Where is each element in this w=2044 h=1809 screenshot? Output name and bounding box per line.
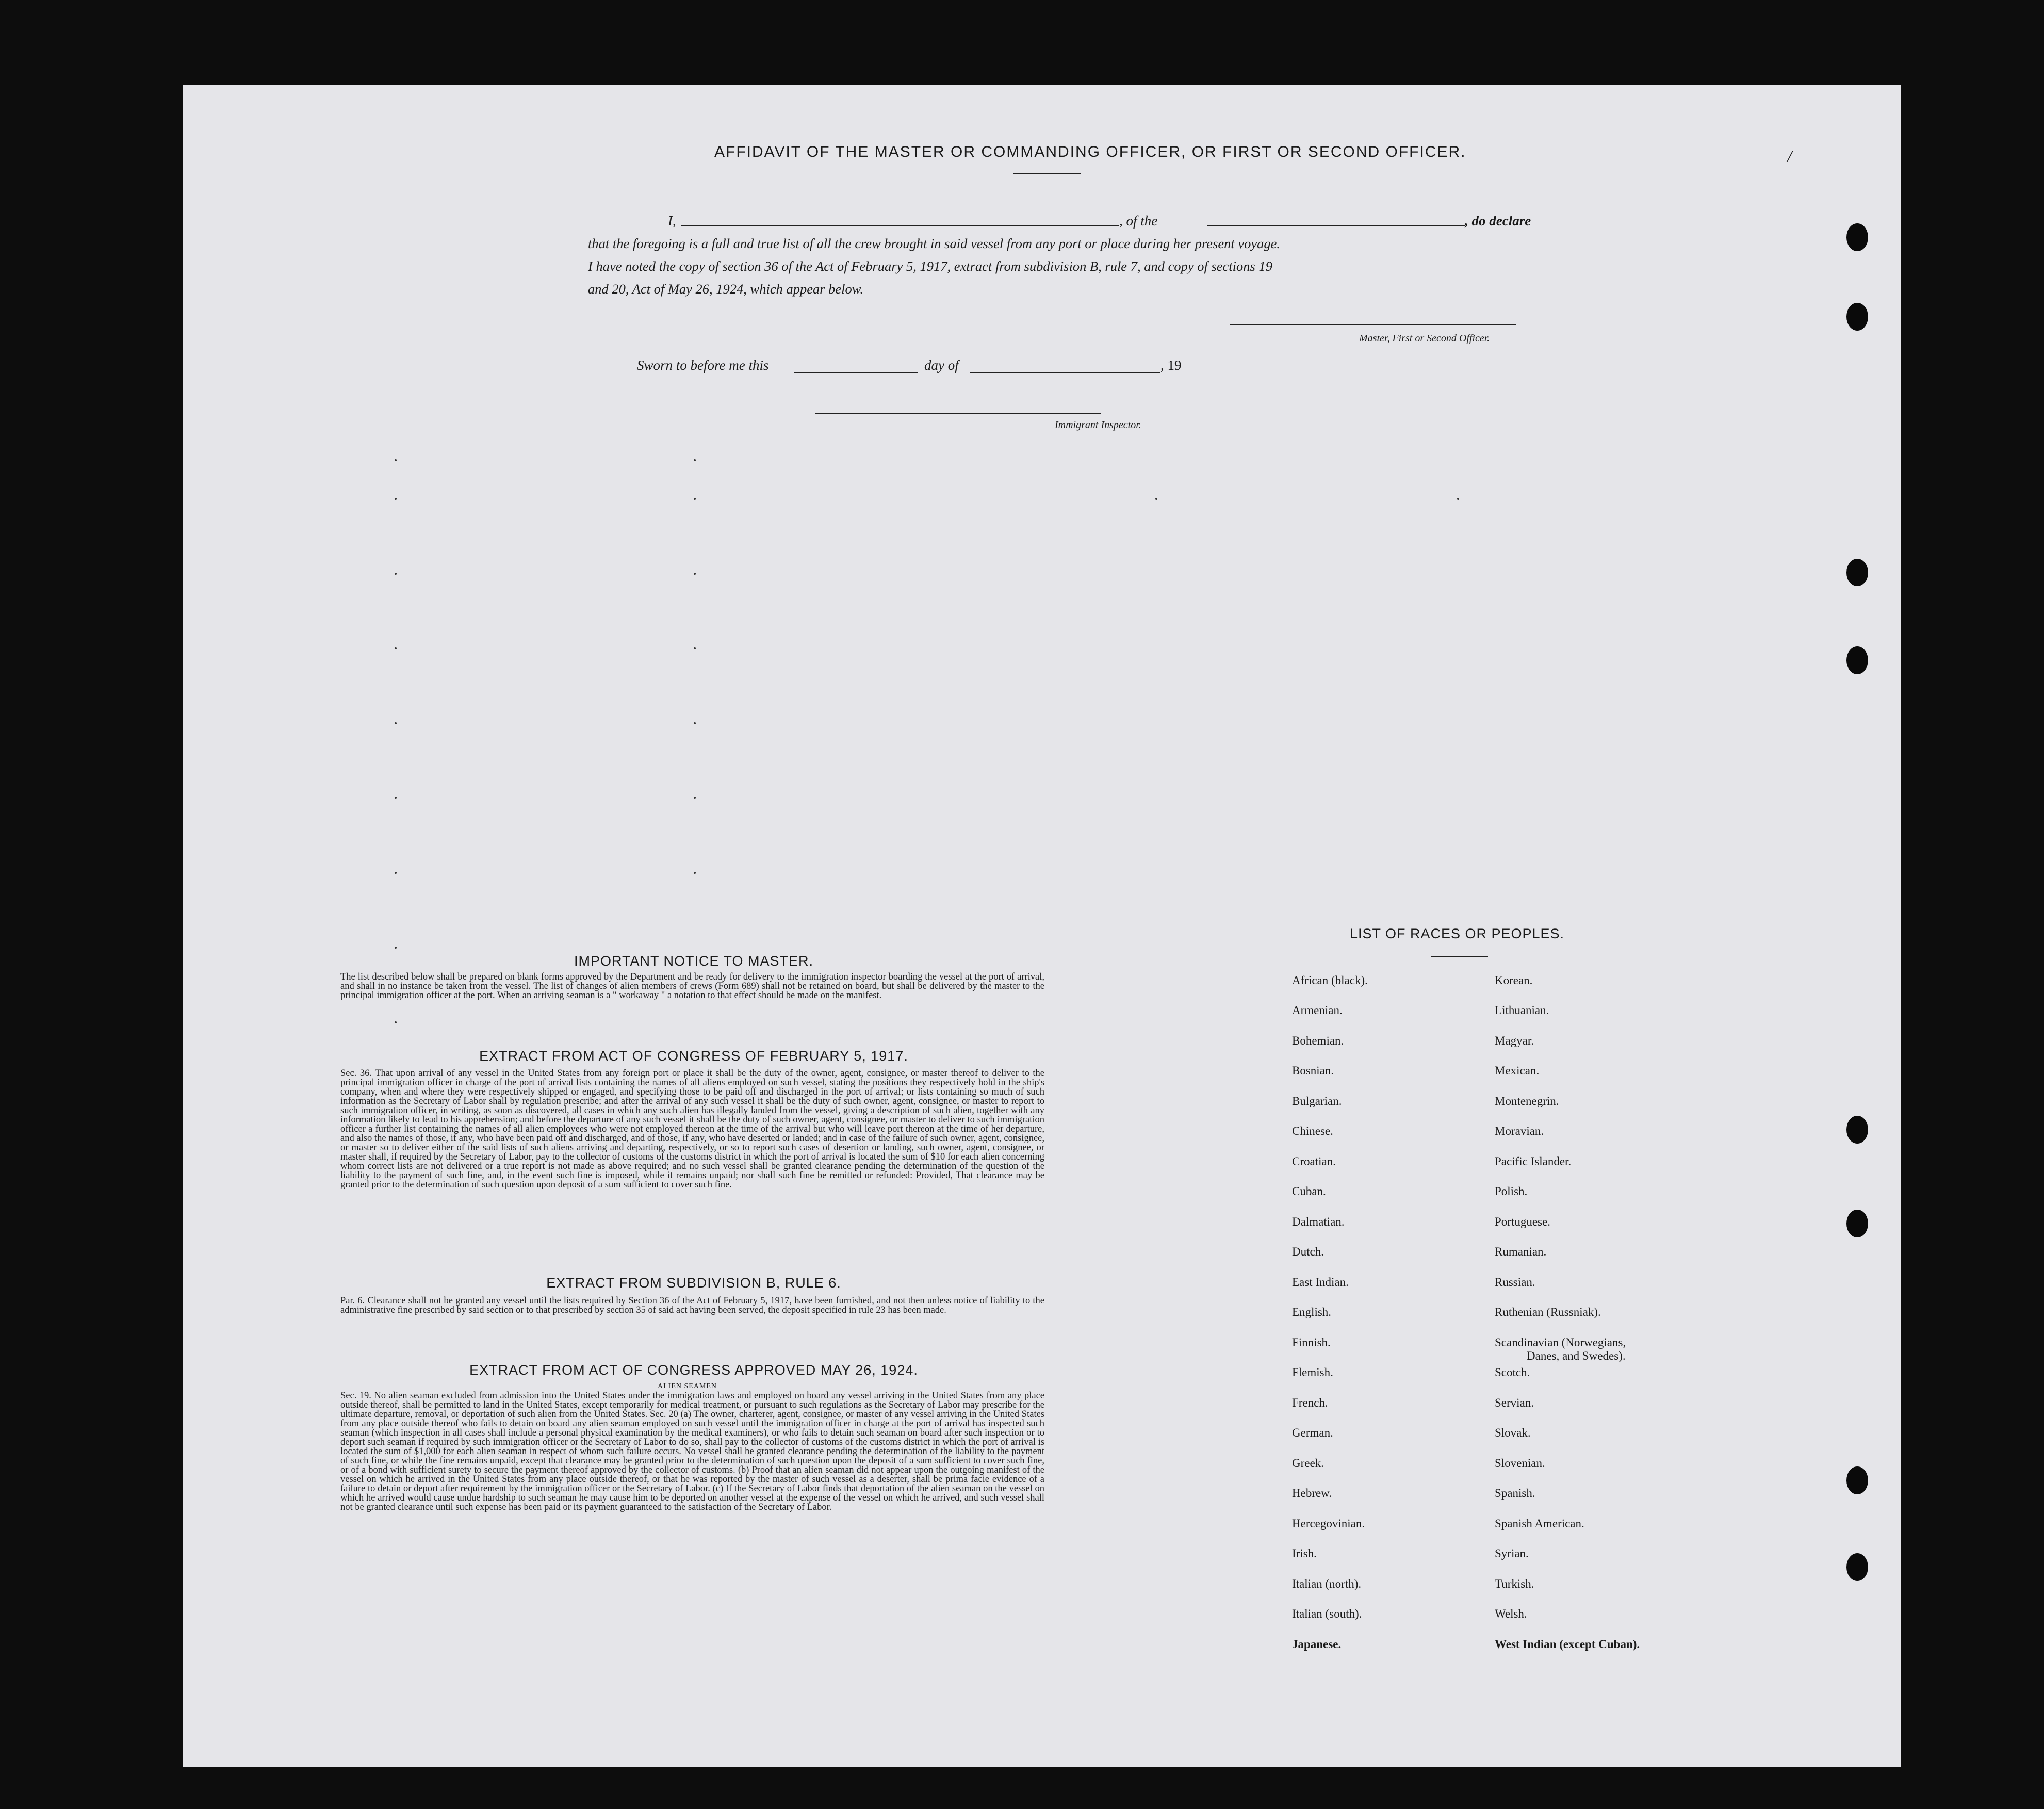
extract-1917-title: EXTRACT FROM ACT OF CONGRESS OF FEBRUARY 5, 1917. <box>479 1048 908 1064</box>
dot <box>694 872 696 874</box>
race-right: Montenegrin. <box>1495 1095 1559 1107</box>
race-left: Cuban. <box>1292 1185 1326 1198</box>
dot <box>395 498 397 500</box>
punch-hole <box>1846 1553 1868 1581</box>
dot <box>395 647 397 649</box>
race-right: Korean. <box>1495 974 1533 987</box>
race-right: Russian. <box>1495 1276 1535 1289</box>
page-mark: / <box>1787 147 1792 166</box>
race-right: West Indian (except Cuban). <box>1495 1638 1640 1651</box>
race-left: Dalmatian. <box>1292 1215 1345 1228</box>
race-left: East Indian. <box>1292 1276 1349 1289</box>
dot <box>395 573 397 575</box>
race-right: Polish. <box>1495 1185 1528 1198</box>
race-left: Dutch. <box>1292 1245 1324 1258</box>
dot <box>694 797 696 799</box>
race-right: Spanish American. <box>1495 1517 1584 1530</box>
race-left: Greek. <box>1292 1457 1324 1470</box>
race-right: Portuguese. <box>1495 1215 1550 1228</box>
punch-hole <box>1846 1466 1868 1494</box>
inspector-signature-label: Immigrant Inspector. <box>1055 419 1141 431</box>
race-right: Ruthenian (Russniak). <box>1495 1306 1601 1318</box>
dot <box>694 573 696 575</box>
race-left: Finnish. <box>1292 1336 1331 1349</box>
punch-hole <box>1846 1210 1868 1237</box>
dot <box>1155 498 1157 500</box>
master-signature-line <box>1230 324 1516 325</box>
dot <box>395 1021 397 1023</box>
races-underline <box>1431 956 1488 957</box>
affidavit-line-2: that the foregoing is a full and true list of all the crew brought in said vessel from any port or place during her present voyage. <box>588 236 1281 251</box>
race-right: Scotch. <box>1495 1366 1530 1379</box>
race-left: Bosnian. <box>1292 1064 1334 1077</box>
extract-1924-title: EXTRACT FROM ACT OF CONGRESS APPROVED MAY 26, 1924. <box>469 1362 918 1378</box>
races-title: LIST OF RACES OR PEOPLES. <box>1349 926 1565 941</box>
dot <box>395 947 397 949</box>
race-left: Italian (north). <box>1292 1577 1362 1590</box>
dot <box>395 722 397 724</box>
race-left: Hebrew. <box>1292 1487 1332 1500</box>
race-right: Pacific Islander. <box>1495 1155 1572 1168</box>
dot <box>694 498 696 500</box>
dot <box>694 459 696 461</box>
race-left: Bulgarian. <box>1292 1095 1342 1107</box>
race-right: Magyar. <box>1495 1034 1534 1047</box>
affidavit-title: AFFIDAVIT OF THE MASTER OR COMMANDING OFFICER, OR FIRST OR SECOND OFFICER. <box>714 143 1466 160</box>
punch-hole <box>1846 1116 1868 1144</box>
punch-hole <box>1846 303 1868 331</box>
extract-1924-text: Sec. 19. No alien seaman excluded from admission into the United States under the immigration laws and employed on board any vessel arriving in the United States from any place outside thereof, shall be permitted to land in the United States, except temporarily for medical treatment, or pursuant to such regulations as the Secretary of Labor may prescribe for the ultimate departure, removal, or deportation of such alien from the United States. Sec. 20 (a) The owner, charterer, agent, consignee, or master of any vessel arriving in the United States from any place outside thereof who fails to detain on board any alien seaman employed on such vessel until the immigration officer in charge at the port of arrival has inspected such seaman (which inspection in all cases shall include a personal physical examination by the medical examiners), or who fails to detain such seaman on board after such inspection or to deport such seaman if required by such immigration officer or the Secretary of Labor to do so, shall pay to the collector of customs of the customs district in which the port of arrival is located the sum of $1,000 for each alien seaman in respect of whom such failure occurs. No vessel shall be granted clearance pending the determination of the liability to the payment of such fine, or while the fine remains unpaid, except that clearance may be granted prior to the determination of such question upon the deposit of a sum sufficient to cover such fine, or of a bond with sufficient surety to secure the payment thereof approved by the collector of customs. (b) Proof that an alien seaman did not appear upon the outgoing manifest of the vessel on which he arrived in the United States from any place outside thereof, or that he was reported by the master of such vessel as a deserter, shall be prima facie evidence of a failure to detain or deport after requirement by the immigration officer or the Secretary of Labor. (c) If the Secretary of Labor finds that deportation of the alien seaman on the vessel on which he arrived would cause undue hardship to such seaman he may cause him to be deported on another vessel at the expense of the vessel on which he arrived, and such vessel shall not be granted clearance until such expense has been paid or its payment guaranteed to the satisfaction of the Secretary of Labor. <box>340 1391 1044 1512</box>
sworn-text: Sworn to before me this <box>637 357 769 373</box>
race-left: Hercegovinian. <box>1292 1517 1365 1530</box>
race-right: Mexican. <box>1495 1064 1540 1077</box>
extract-1917-text: Sec. 36. That upon arrival of any vessel in the United States from any foreign port or place it shall be the duty of the owner, agent, consignee, or master thereof to deliver to the principal immigration officer in charge of the port of arrival lists containing the names of all aliens employed on such vessel, stating the positions they respectively hold in the ship's company, when and where they were respectively shipped or engaged, and specifying those to be paid off and discharged in the port of arrival; or lists containing so much of such information as the Secretary of Labor shall by regulation prescribe; and after the arrival of any such vessel it shall be the duty of such owner, agent, consignee, or master to report to such immigration officer, in writing, as soon as discovered, all cases in which any such alien has illegally landed from the vessel, giving a description of such alien, together with any information likely to lead to his apprehension; and before the departure of any such vessel it shall be the duty of such owner, agent, consignee, or master to deliver to such immigration officer a further list containing the names of all alien employees who were not employed thereon at the time of the arrival but who will leave port thereon at the time of her departure, and also the names of those, if any, who have been paid off and discharged, and of those, if any, who have deserted or landed; and in case of the failure of such owner, agent, consignee, or master so to deliver either of the said lists of such aliens arriving and departing, respectively, or so to report such cases of desertion or landing, such owner, agent, consignee, or master shall, if required by the Secretary of Labor, pay to the collector of customs of the customs district in which the port of arrival is located the sum of $10 for each alien concerning whom correct lists are not delivered or a true report is not made as above required; and no such vessel shall be granted clearance pending the determination of the question of the liability to the payment of such fine, and, in the event such fine is imposed, while it remains unpaid; nor shall such fine be remitted or refunded: Provided, That clearance may be granted prior to the determination of such question upon deposit of a sum sufficient to cover such fine. <box>340 1068 1044 1190</box>
race-left: Italian (south). <box>1292 1607 1362 1620</box>
race-right: Slovenian. <box>1495 1457 1545 1470</box>
dot <box>395 872 397 874</box>
punch-hole <box>1846 646 1868 674</box>
sworn-this-line <box>794 372 918 373</box>
race-right: Scandinavian (Norwegians, <box>1495 1336 1626 1349</box>
notice-text: The list described below shall be prepared on blank forms approved by the Department and be ready for delivery to the immigration inspector boarding the vessel at the port of arrival, and shall in no instance be taken from the vessel. The list of changes of alien members of crews (Form 689) shall not be retained on board, but shall be delivered by the master to the principal immigration officer at the port. When an arriving seaman is a " workaway " a notation to that effect should be made on the manifest. <box>340 972 1044 1001</box>
dot <box>395 797 397 799</box>
race-right: Lithuanian. <box>1495 1004 1549 1017</box>
affidavit-declare: , do declare <box>1465 213 1531 229</box>
race-left: Japanese. <box>1292 1638 1342 1651</box>
dot <box>694 722 696 724</box>
dot <box>395 459 397 461</box>
race-left: Bohemian. <box>1292 1034 1344 1047</box>
affidavit-line-3: I have noted the copy of section 36 of the Act of February 5, 1917, extract from subdivision B, rule 7, and copy of sections 19 <box>588 258 1272 274</box>
affidavit-line-4: and 20, Act of May 26, 1924, which appear below. <box>588 281 864 297</box>
dot <box>1457 498 1459 500</box>
punch-hole <box>1846 559 1868 586</box>
inspector-signature-line <box>815 413 1101 414</box>
race-right: Turkish. <box>1495 1577 1534 1590</box>
master-signature-label: Master, First or Second Officer. <box>1359 333 1490 344</box>
race-right: Servian. <box>1495 1396 1534 1409</box>
sworn-day-of: day of <box>924 357 959 373</box>
race-left: Chinese. <box>1292 1124 1333 1137</box>
race-right: Spanish. <box>1495 1487 1535 1500</box>
name-line <box>681 225 1119 226</box>
race-left: Irish. <box>1292 1547 1317 1560</box>
affidavit-i: I, <box>668 213 676 229</box>
race-left: French. <box>1292 1396 1328 1409</box>
document-sheet <box>183 85 1901 1767</box>
race-left: Flemish. <box>1292 1366 1333 1379</box>
sworn-year: , 19 <box>1160 357 1182 373</box>
race-right: Rumanian. <box>1495 1245 1547 1258</box>
race-right-continuation: Danes, and Swedes). <box>1527 1349 1626 1362</box>
subdivision-b-title: EXTRACT FROM SUBDIVISION B, RULE 6. <box>546 1275 841 1291</box>
title-underline <box>1013 173 1081 174</box>
vessel-line <box>1207 225 1465 226</box>
dot <box>694 647 696 649</box>
punch-hole <box>1846 223 1868 251</box>
race-left: Croatian. <box>1292 1155 1336 1168</box>
affidavit-of-the: , of the <box>1119 213 1158 229</box>
race-left: English. <box>1292 1306 1332 1318</box>
race-left: African (black). <box>1292 974 1368 987</box>
notice-title: IMPORTANT NOTICE TO MASTER. <box>574 953 814 969</box>
race-right: Syrian. <box>1495 1547 1529 1560</box>
sworn-month-line <box>970 372 1160 373</box>
subdivision-b-text: Par. 6. Clearance shall not be granted any vessel until the lists required by Section 36 of the Act of February 5, 1917, have been furnished, and not then unless notice of liability to the administrative fine prescribed by said section or to that prescribed by section 35 of said act having been served, the deposit specified in rule 23 has been made. <box>340 1296 1044 1315</box>
race-left: Armenian. <box>1292 1004 1343 1017</box>
race-right: Moravian. <box>1495 1124 1544 1137</box>
race-right: Welsh. <box>1495 1607 1527 1620</box>
alien-seamen-subhead: ALIEN SEAMEN <box>658 1382 717 1390</box>
race-left: German. <box>1292 1426 1333 1439</box>
race-right: Slovak. <box>1495 1426 1531 1439</box>
